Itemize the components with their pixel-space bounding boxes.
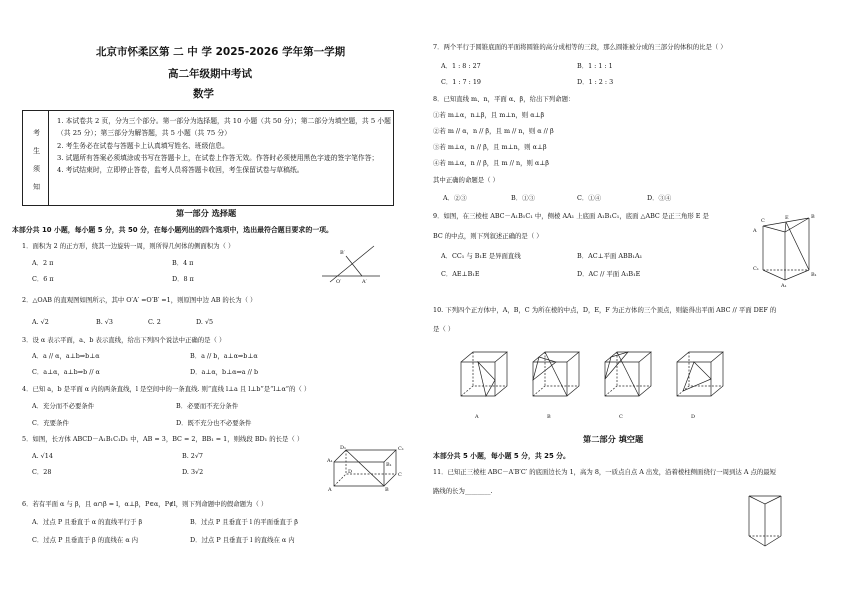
cube-a: [461, 352, 507, 396]
label-c: C: [398, 472, 402, 478]
label-a1: A₁: [327, 458, 333, 464]
q7-option-a: A．1 : 8 : 27: [441, 62, 481, 70]
label-c1: C₁: [753, 266, 759, 272]
label-o: O′: [336, 279, 342, 284]
cube-label-a: A: [475, 414, 479, 420]
q3-option-d: D．a⊥α，b⊥α⇒a // b: [190, 368, 259, 376]
school-title: 北京市怀柔区第 二 中 学 2025-2026 学年第一学期: [96, 46, 346, 58]
label-c1: C₁: [398, 446, 404, 452]
q9-prism-figure: [751, 210, 821, 288]
q8-stem: 8．已知直线 m、n，平面 α、β，给出下列命题：: [433, 95, 575, 103]
q5-option-b: B. 2√7: [182, 452, 203, 460]
cube-label-c: C: [619, 414, 623, 420]
q6-option-d: D．过点 P 且垂直于 l 的直线在 α 内: [190, 536, 295, 544]
q7-option-d: D．1 : 2 : 3: [577, 78, 614, 86]
q2-stem: 2．△OAB 的直观图如图所示，其中 O′A′ =O′B′ =1，则原图中边 AB 的长为（ ）: [22, 296, 257, 304]
notice-items: [57, 115, 392, 176]
q9-option-b: B．AC⊥平面 ABB₁A₁: [577, 252, 643, 260]
bottom-front: [763, 270, 809, 280]
q2-option-a: A. √2: [32, 318, 49, 326]
right-page: [421, 0, 842, 596]
q6-option-c: C．过点 P 且垂直于 β 的直线在 α 内: [32, 536, 139, 544]
q5-option-d: D. 3√2: [182, 468, 204, 476]
part2-instruction: 本部分共 5 小题，每小题 5 分，共 25 分。: [433, 452, 570, 460]
top-face: [334, 450, 396, 462]
part2-heading: 第二部分 填空题: [583, 434, 644, 444]
q5-stem: 5．如图，长方体 ABCD－A₁B₁C₁D₁ 中，AB = 3，BC = 2，BB₁ = 1，则线段 BD₁ 的长是（ ）: [22, 435, 304, 443]
label-d1: D₁: [340, 445, 347, 451]
q3-stem: 3．设 α 表示平面，a、b 表示直线，给出下列四个说法中正确的是（ ）: [22, 336, 226, 344]
q8-proposition-2: ②若 m // α，n // β，且 m // n，则 α // β: [433, 127, 554, 135]
q8-option-d: D．③④: [647, 194, 672, 202]
hidden-edges: [334, 474, 396, 486]
q10-stem: 10. 下列四个正方体中，A，B，C 为所在棱的中点，D，E，F 为正方体的三个顶点，则能得出平面 ABC // 平面 DEF 的: [433, 306, 777, 314]
cube-label-b: B: [547, 414, 551, 420]
cube-c: [605, 352, 651, 396]
label-d: D: [348, 469, 353, 475]
part1-instruction: 本部分共 10 小题，每小题 5 分，共 50 分，在每小题列出的四个选项中，选出最符合题目要求的一项。: [12, 226, 333, 234]
label-b: B′: [340, 250, 345, 256]
q8-proposition-3: ③若 m⊥α，n // β，且 m⊥n，则 α⊥β: [433, 143, 547, 151]
q4-stem: 4．已知 a，b 是平面 α 内的两条直线，l 是空间中的一条直线. 则“直线 l⊥a 且 l⊥b”是“l⊥α”的（ ）: [22, 385, 311, 393]
q6-stem: 6．若有平面 α 与 β，且 α∩β = l，α⊥β，P∈α，P∉l，则下列命题中的假命题为（ ）: [22, 500, 268, 508]
q8-option-a: A．②③: [443, 194, 467, 202]
cube-label-d: D: [691, 414, 696, 420]
label-a1: A₁: [781, 283, 787, 288]
q2-option-b: B. √3: [96, 318, 113, 326]
q1-option-b: B．4 π: [172, 259, 194, 267]
q4-option-c: C．充要条件: [32, 419, 69, 427]
q4-option-b: B．必要而不充分条件: [176, 402, 239, 410]
q5-cuboid-figure: [326, 440, 408, 492]
q8-ask: 其中正确的命题是（ ）: [433, 176, 499, 184]
label-b1: B₁: [811, 272, 817, 278]
q4-option-d: D．既不充分也不必要条件: [176, 419, 252, 427]
q11-prism-figure: [743, 484, 791, 554]
notice-label-char: 考: [33, 129, 40, 137]
notice-label: [23, 111, 49, 205]
right-face: [384, 450, 396, 486]
part1-heading: 第一部分 选择题: [176, 208, 237, 218]
diagonal: [346, 450, 384, 486]
label-b: B: [811, 214, 815, 220]
notice-item: 2. 考生务必在试卷与答题卡上认真填写姓名、班级信息。: [57, 141, 229, 150]
segment-eb1: [786, 222, 809, 270]
notice-item: 3. 试题所有答案必须填涂或书写在答题卡上，在试卷上作答无效。作答时必须使用黑色字迹的签字笔作答；: [57, 153, 379, 162]
label-b1: B₁: [386, 462, 392, 468]
q11-stem: 11．已知正三棱柱 ABC－A′B′C′ 的底面边长为 1，高为 8，一质点自点 A 出发，沿着棱柱侧面绕行一周到达 A 点的最短: [433, 468, 777, 476]
q10-cubes-figure: [451, 340, 741, 422]
label-a: A: [753, 228, 757, 234]
q6-option-a: A．过点 P 且垂直于 α 的直线平行于 β: [32, 518, 143, 526]
label-a: A: [328, 487, 332, 492]
subject-title: 数学: [193, 88, 214, 100]
q9-option-d: D．AC // 平面 A₁B₁E: [577, 270, 641, 278]
q8-proposition-4: ④若 m⊥α，n // β，且 m // n，则 α⊥β: [433, 159, 549, 167]
q1-option-d: D．8 π: [172, 275, 194, 283]
label-b: B: [385, 487, 389, 492]
q7-stem: 7．两个平行于圆锥底面的平面将圆锥的高分成相等的三段，那么圆锥被分成的三部分的体积的比是（ ）: [433, 43, 727, 51]
notice-item: 1. 本试卷共 2 页，分为三个部分。第一部分为选择题，共 10 小题（共 50 分）；第二部分为填空题，共 5 小题（共 25 分）；第三部分为解答题，共 5 小题（共 75 分）: [57, 117, 391, 138]
q4-option-a: A．充分而不必要条件: [32, 402, 95, 410]
q10-stem-cont: 是（ ）: [433, 325, 455, 333]
notice-label-char: 须: [33, 165, 40, 173]
notice-label-char: 生: [33, 147, 40, 155]
q3-option-a: A．a // α，a⊥b⇒b⊥α: [32, 352, 100, 360]
q11-stem-cont: 路线的长为________.: [433, 487, 493, 495]
q5-option-a: A. √14: [32, 452, 53, 460]
label-a: A′: [362, 279, 367, 284]
q1-stem: 1．面积为 2 的正方形，绕其一边旋转一周，则所得几何体的侧面积为（ ）: [22, 242, 235, 250]
notice-item: 4. 考试结束时，立即停止答卷，监考人员将答题卡收回，考生保留试卷与草稿纸。: [57, 166, 304, 175]
notice-box: [22, 110, 394, 206]
q3-option-c: C．a⊥α，a⊥b⇒b // α: [32, 368, 100, 376]
exam-title: 高二年级期中考试: [168, 68, 252, 80]
q7-option-c: C．1 : 7 : 19: [441, 78, 481, 86]
label-e: E: [785, 215, 789, 221]
q8-option-b: B．①③: [511, 194, 535, 202]
q2-option-d: D. √5: [196, 318, 214, 326]
q1-option-a: A．2 π: [32, 259, 54, 267]
q8-option-c: C．①④: [577, 194, 602, 202]
q5-option-c: C．28: [32, 468, 52, 476]
q7-option-b: B．1 : 1 : 1: [577, 62, 613, 70]
q9-option-c: C．AE⊥B₁E: [441, 270, 480, 278]
q8-proposition-1: ①若 m⊥α，n⊥β，且 m⊥n，则 α⊥β: [433, 111, 545, 119]
cube-b: [533, 352, 579, 396]
label-c: C: [761, 218, 765, 224]
edge-ab: [346, 256, 362, 276]
q1-option-c: C．6 π: [32, 275, 54, 283]
q9-stem: 9．如图，在三棱柱 ABC－A₁B₁C₁ 中，侧棱 AA₁ 上底面 A₁B₁C₁，底面 △ABC 是正三角形 E 是: [433, 212, 709, 220]
top-face: [749, 496, 781, 504]
q2-oblique-figure: [318, 242, 388, 284]
segment-ae: [785, 222, 786, 232]
q6-option-b: B．过点 P 且垂直于 l 的平面垂直于 β: [190, 518, 298, 526]
q2-option-c: C. 2: [148, 318, 161, 326]
notice-label-char: 知: [33, 183, 40, 191]
q3-option-b: B．a // b，a⊥α⇒b⊥α: [190, 352, 258, 360]
cube-d: [677, 352, 723, 396]
q9-stem-cont: BC 的中点，则下列叙述正确的是（ ）: [433, 232, 543, 240]
q9-option-a: A．CC₁ 与 B₁E 是异面直线: [441, 252, 521, 260]
